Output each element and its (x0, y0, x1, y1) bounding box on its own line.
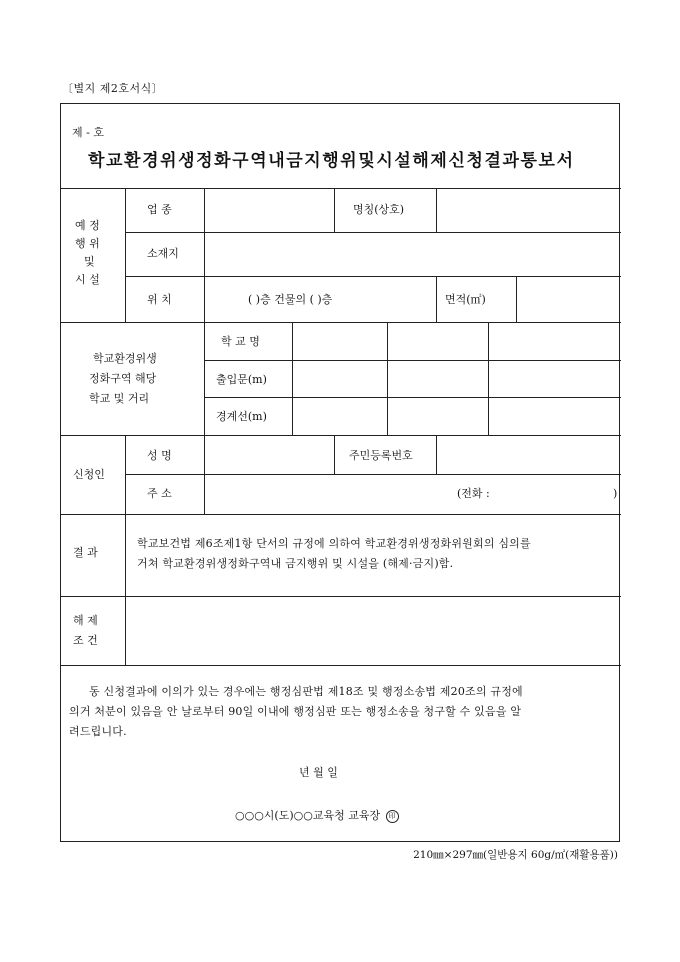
divider (125, 474, 621, 475)
divider (204, 188, 205, 322)
issuer-line (235, 809, 399, 823)
divider (125, 435, 126, 514)
divider (125, 514, 126, 665)
divider (204, 397, 621, 398)
issuer: ○○○시(도)○○교육청 교육장 (235, 809, 381, 822)
section-label-school-line: 학교 및 거리 (89, 392, 150, 405)
divider (61, 322, 621, 323)
section-label-school-line: 정화구역 해당 (89, 372, 157, 385)
notice-paragraph (69, 682, 615, 742)
entrance-distance-label: 출입문(m) (216, 373, 267, 386)
location-label: 소재지 (147, 247, 179, 260)
address-label: 주 소 (147, 487, 172, 500)
divider (204, 322, 205, 435)
area-label: 면적(㎡) (445, 293, 486, 306)
seal-mark: 印 (386, 810, 399, 823)
phone-text: (전화 : (457, 487, 490, 500)
page-title: 학교환경위생정화구역내금지행위및시설해제신청결과통보서 (88, 151, 575, 171)
business-name-label: 명칭(상호) (353, 203, 405, 216)
divider (61, 435, 621, 436)
divider (334, 435, 335, 474)
divider (436, 276, 437, 322)
result-text (137, 534, 617, 574)
divider (61, 665, 621, 666)
section-label-planned-line: 및 (84, 255, 95, 268)
position-field[interactable]: ( )층 건물의 ( )층 (248, 293, 333, 306)
business-type-label: 업 종 (147, 203, 172, 216)
result-label: 결 과 (73, 546, 98, 559)
phone-close: ) (613, 487, 618, 500)
release-conditions-label-line: 해 제 (73, 614, 98, 627)
divider (204, 435, 205, 514)
divider (61, 596, 621, 597)
divider (61, 188, 621, 189)
divider (61, 514, 621, 515)
divider (125, 188, 126, 322)
divider (125, 232, 621, 233)
divider (436, 188, 437, 232)
divider (204, 360, 621, 361)
paper-spec: 210㎜×297㎜(일반용지 60g/㎡(재활용품)) (413, 849, 618, 861)
result-text-line: 거쳐 학교환경위생정화구역내 금지행위 및 시설을 (해제·금지)함. (137, 557, 454, 570)
section-label-planned-line: 행 위 (75, 237, 100, 250)
form-label: 〔별지 제2호서식〕 (62, 82, 164, 95)
resident-number-label: 주민등록번호 (349, 449, 413, 462)
divider (488, 322, 489, 435)
divider (292, 322, 293, 435)
notice-line: 의거 처분이 있음을 안 날로부터 90일 이내에 행정심판 또는 행정소송을 청구할 수 있음을 알 (69, 705, 522, 718)
divider (125, 276, 621, 277)
divider (516, 276, 517, 322)
divider (334, 188, 335, 232)
form-frame (60, 103, 620, 842)
position-label: 위 치 (147, 293, 172, 306)
divider (387, 322, 388, 435)
divider (436, 435, 437, 474)
applicant-label: 신청인 (73, 468, 105, 481)
date-line: 년 월 일 (299, 766, 338, 779)
notice-line: 동 신청결과에 이의가 있는 경우에는 행정심판법 제18조 및 행정소송법 제20조의 규정에 (89, 685, 523, 698)
section-label-school-line: 학교환경위생 (93, 352, 157, 365)
section-label-planned-line: 시 설 (75, 273, 100, 286)
result-text-line: 학교보건법 제6조제1항 단서의 규정에 의하여 학교환경위생정화위원회의 심의를 (137, 537, 531, 550)
document-number: 제 - 호 (72, 126, 104, 139)
notice-line: 려드립니다. (69, 725, 127, 738)
boundary-distance-label: 경계선(m) (216, 410, 267, 423)
release-conditions-label-line: 조 건 (73, 634, 98, 647)
section-label-planned-line: 예 정 (75, 219, 100, 232)
applicant-name-label: 성 명 (147, 449, 172, 462)
school-name-label: 학 교 명 (221, 335, 260, 348)
